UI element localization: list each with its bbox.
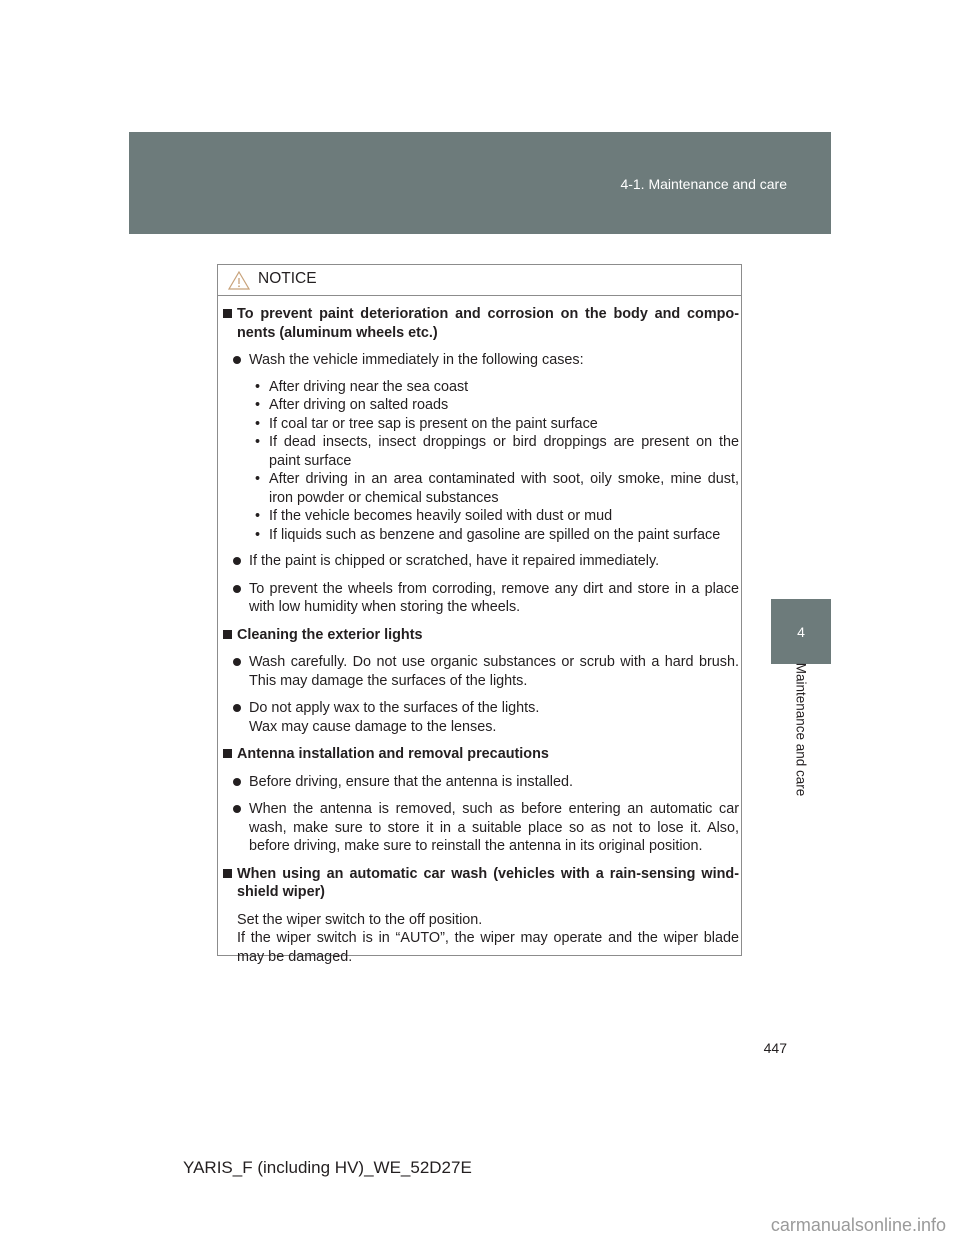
- square-bullet-icon: [223, 630, 232, 639]
- sub-item: • If the vehicle becomes heavily soiled with dust or mud: [255, 508, 613, 524]
- sub-item-text: If coal tar or tree sap is present on the paint surface: [269, 415, 598, 432]
- sub-item-text: If the vehicle becomes heavily soiled with dust or mud: [269, 508, 613, 524]
- sub-item: • After driving near the sea coast: [255, 378, 469, 395]
- sub-item-text: If liquids such as benzene and gasoline are spilled on the paint surface: [269, 526, 721, 543]
- sub-item: • If dead insects, insect droppings or bird droppings are present on the paint surface: [255, 434, 739, 469]
- heading-text: Antenna installation and removal precautions: [237, 746, 549, 762]
- list-item: [218, 580, 741, 617]
- sub-item-text: After driving on salted roads: [269, 397, 449, 413]
- round-bullet-icon: [233, 778, 241, 786]
- notice-body: [218, 305, 741, 966]
- square-bullet-icon: [223, 309, 232, 318]
- warning-triangle-icon: [228, 271, 250, 290]
- item-text: Do not apply wax to the surfaces of the lights.: [249, 700, 540, 716]
- section-heading-antenna: [218, 745, 741, 764]
- section-heading-lights: [218, 626, 741, 645]
- section-heading-car-wash: [218, 865, 741, 902]
- chapter-tab-number[interactable]: 4: [771, 599, 831, 664]
- paragraph-text: Set the wiper switch to the off position.: [237, 911, 483, 928]
- sub-item: • If coal tar or tree sap is present on the paint surface: [255, 415, 598, 432]
- notice-box: [217, 264, 742, 965]
- section-title: 4-1. Maintenance and care: [620, 176, 787, 192]
- round-bullet-icon: [233, 356, 241, 364]
- list-item: [218, 653, 741, 690]
- square-bullet-icon: [223, 869, 232, 878]
- watermark: carmanualsonline.info: [770, 1215, 946, 1235]
- sub-item-text: After driving near the sea coast: [269, 378, 469, 395]
- list-item: [218, 773, 741, 792]
- heading-text: Cleaning the exterior lights: [237, 626, 423, 643]
- chapter-tab-label: [771, 662, 831, 796]
- item-text: When the antenna is removed, such as before entering an automatic car wash, make sure to store it in a suitable place so as not to lose it. Also, before driving, make sure to reinstall the antenna in its original position.: [249, 801, 739, 854]
- item-text: Wash carefully. Do not use organic substances or scrub with a hard brush. This may damage the surfaces of the lights.: [249, 654, 739, 689]
- round-bullet-icon: [233, 585, 241, 593]
- sub-item-text: After driving in an area contaminated with soot, oily smoke, mine dust, iron powder or chemical substances: [269, 471, 739, 506]
- item-text: If the paint is chipped or scratched, have it repaired immediately.: [249, 553, 660, 569]
- sub-item: • If liquids such as benzene and gasoline are spilled on the paint surface: [255, 526, 721, 543]
- list-item: [218, 552, 741, 571]
- heading-text: To prevent paint deterioration and corrosion on the body and compo-nents (aluminum wheels etc.): [237, 306, 739, 341]
- list-item: [218, 351, 741, 370]
- sub-item: • After driving on salted roads: [255, 397, 449, 413]
- heading-text: When using an automatic car wash (vehicles with a rain-sensing wind-shield wiper): [237, 865, 739, 900]
- paragraph-text: If the wiper switch is in “AUTO”, the wiper may operate and the wiper blade may be damaged.: [237, 930, 739, 965]
- sub-item: • After driving in an area contaminated with soot, oily smoke, mine dust, iron powder or chemical substances: [255, 471, 739, 506]
- item-text: Wax may cause damage to the lenses.: [249, 718, 497, 735]
- square-bullet-icon: [223, 749, 232, 758]
- notice-title: NOTICE: [258, 270, 317, 287]
- round-bullet-icon: [233, 805, 241, 813]
- item-text: Before driving, ensure that the antenna is installed.: [249, 773, 573, 790]
- list-item: [218, 699, 741, 736]
- section-heading-paint: [218, 305, 741, 342]
- sub-list: [218, 378, 741, 545]
- round-bullet-icon: [233, 658, 241, 666]
- paragraph: [218, 911, 741, 967]
- round-bullet-icon: [233, 557, 241, 565]
- header-band: [129, 132, 831, 234]
- chapter-label-text: Maintenance and care: [793, 662, 809, 796]
- sub-item-text: If dead insects, insect droppings or bird droppings are present on the paint surface: [269, 434, 739, 469]
- document-footer: YARIS_F (including HV)_WE_52D27E: [183, 1158, 472, 1177]
- item-text: To prevent the wheels from corroding, remove any dirt and store in a place with low humidity when storing the wheels.: [249, 580, 739, 615]
- item-text: Wash the vehicle immediately in the following cases:: [249, 352, 584, 368]
- round-bullet-icon: [233, 704, 241, 712]
- page-number: 447: [763, 1040, 787, 1056]
- list-item: [218, 800, 741, 856]
- notice-header: [218, 265, 741, 296]
